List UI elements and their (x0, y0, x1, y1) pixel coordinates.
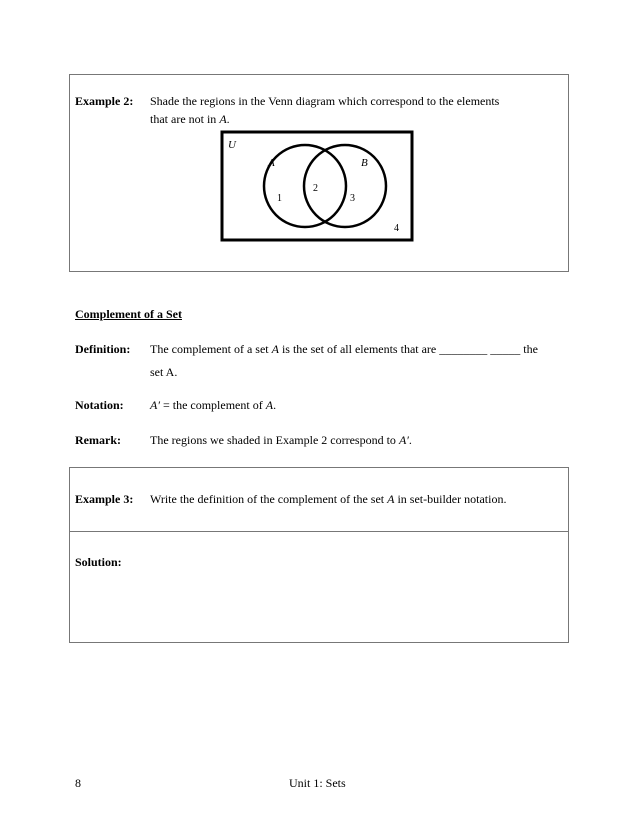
example-2-text-line-2 (150, 112, 230, 127)
region-4-label: 4 (394, 223, 399, 234)
solution-answer-area[interactable] (71, 534, 567, 641)
notation-suffix: . (273, 398, 277, 412)
definition-text-1: The complement of a set (150, 342, 272, 356)
notation-text-body: = the complement of (159, 398, 266, 412)
example-3-box (69, 467, 569, 643)
remark-label: Remark: (75, 433, 121, 447)
definition-text-2: is the set of all elements that are ________ _____ the (278, 342, 538, 356)
set-b-label: B (361, 157, 368, 169)
region-2-label: 2 (313, 183, 318, 194)
notation-text (150, 398, 276, 413)
example-3-text-1: Write the definition of the complement of the set (150, 492, 388, 506)
universe-label: U (228, 139, 236, 151)
definition-text-line-2 (150, 365, 177, 380)
definition-line-2-suffix: . (174, 365, 178, 379)
example-2-label: Example 2: (75, 94, 134, 108)
definition-text-line-1 (150, 342, 538, 357)
remark-symbol: A′ (398, 433, 409, 447)
remark-text (150, 433, 412, 448)
example-3-divider (70, 531, 568, 532)
notation-label: Notation: (75, 398, 124, 412)
set-a-label: A (268, 157, 275, 169)
region-1-label: 1 (277, 193, 282, 204)
region-3-label: 3 (350, 193, 355, 204)
remark-text-body: The regions we shaded in Example 2 correspond to (150, 433, 399, 447)
definition-line-2-var: set A (150, 365, 175, 379)
definition-label: Definition: (75, 342, 131, 356)
example-2-text-line-2-prefix: that are not in (150, 112, 220, 126)
definition-var-1: A (271, 342, 279, 356)
solution-label: Solution: (75, 555, 122, 569)
example-3-label: Example 3: (75, 492, 134, 506)
example-2-text-line-2-var: A (219, 112, 227, 126)
example-3-text-2: in set-builder notation. (394, 492, 507, 506)
page-number: 8 (75, 776, 81, 790)
example-2-text-line-1: Shade the regions in the Venn diagram which correspond to the elements (150, 94, 500, 108)
example-3-text (150, 492, 506, 507)
remark-suffix: . (408, 433, 412, 447)
notation-var: A (265, 398, 274, 412)
footer-unit-title: Unit 1: Sets (289, 776, 346, 790)
example-2-box (69, 74, 569, 272)
notation-symbol: A′ (150, 398, 160, 412)
example-2-text-line-2-suffix: . (226, 112, 230, 126)
complement-heading: Complement of a Set (75, 307, 182, 321)
example-3-text-var: A (387, 492, 395, 506)
venn-diagram (218, 129, 418, 249)
